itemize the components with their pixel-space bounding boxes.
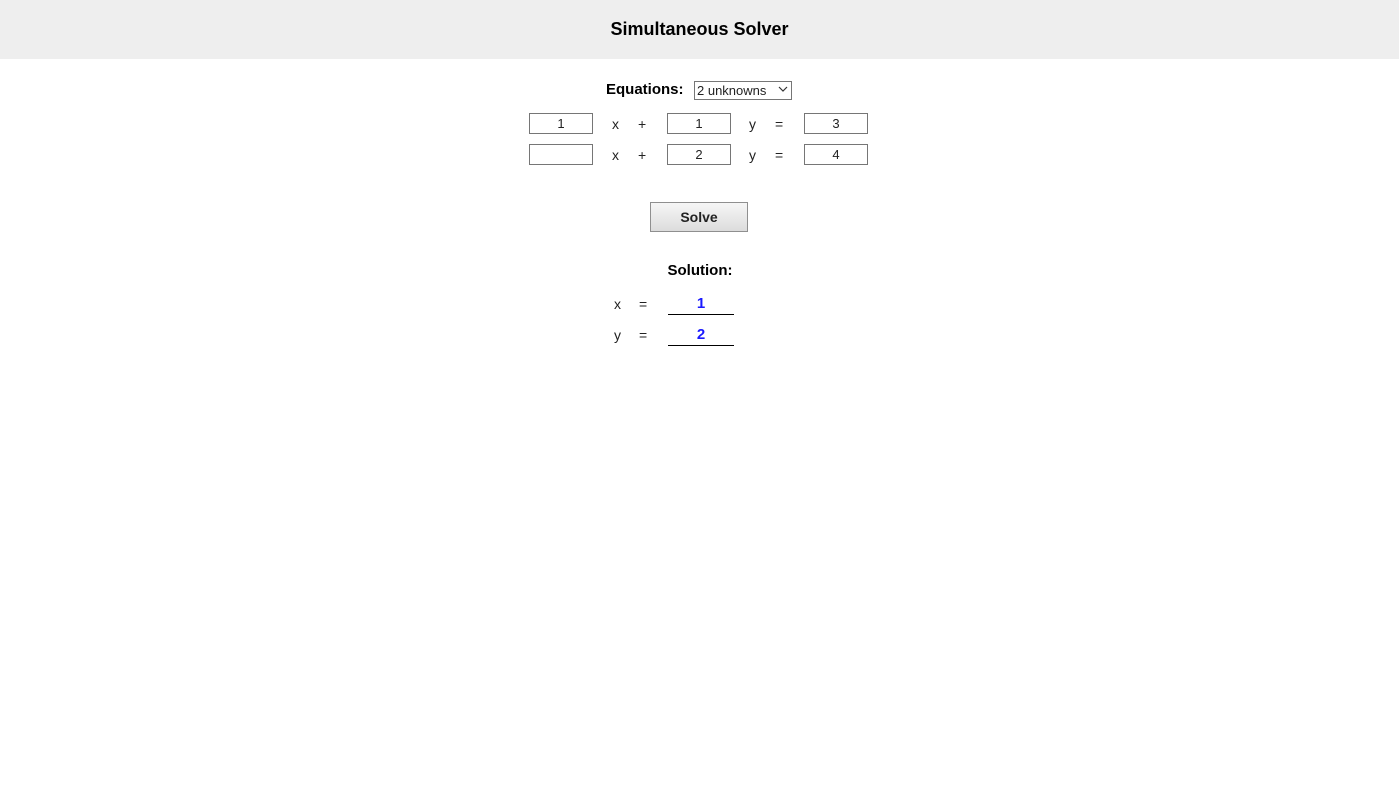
eq2-plus: + [638, 147, 647, 163]
unknowns-select[interactable] [694, 81, 792, 100]
eq2-coef-x-input[interactable] [529, 144, 593, 165]
solution-var-y: y [614, 327, 621, 343]
solution-equals-y: = [639, 327, 648, 343]
eq2-var-y: y [749, 147, 756, 163]
eq1-rhs-input[interactable] [804, 113, 868, 134]
solve-button[interactable]: Solve [650, 202, 748, 232]
eq2-var-x: x [612, 147, 619, 163]
eq1-equals: = [775, 116, 784, 132]
app-header [0, 0, 1399, 59]
eq2-equals: = [775, 147, 784, 163]
solution-value-y: 2 [668, 326, 734, 346]
eq2-coef-y-input[interactable] [667, 144, 731, 165]
eq1-coef-y-input[interactable] [667, 113, 731, 134]
unknowns-select-wrap[interactable] [694, 81, 792, 100]
eq1-coef-x-input[interactable] [529, 113, 593, 134]
eq1-plus: + [638, 116, 647, 132]
equations-label: Equations: [606, 81, 684, 98]
eq2-rhs-input[interactable] [804, 144, 868, 165]
eq1-var-y: y [749, 116, 756, 132]
page-title: Simultaneous Solver [610, 19, 789, 39]
solution-title: Solution: [667, 262, 733, 279]
solution-equals-x: = [639, 296, 648, 312]
solution-var-x: x [614, 296, 621, 312]
solution-value-x: 1 [668, 295, 734, 315]
eq1-var-x: x [612, 116, 619, 132]
